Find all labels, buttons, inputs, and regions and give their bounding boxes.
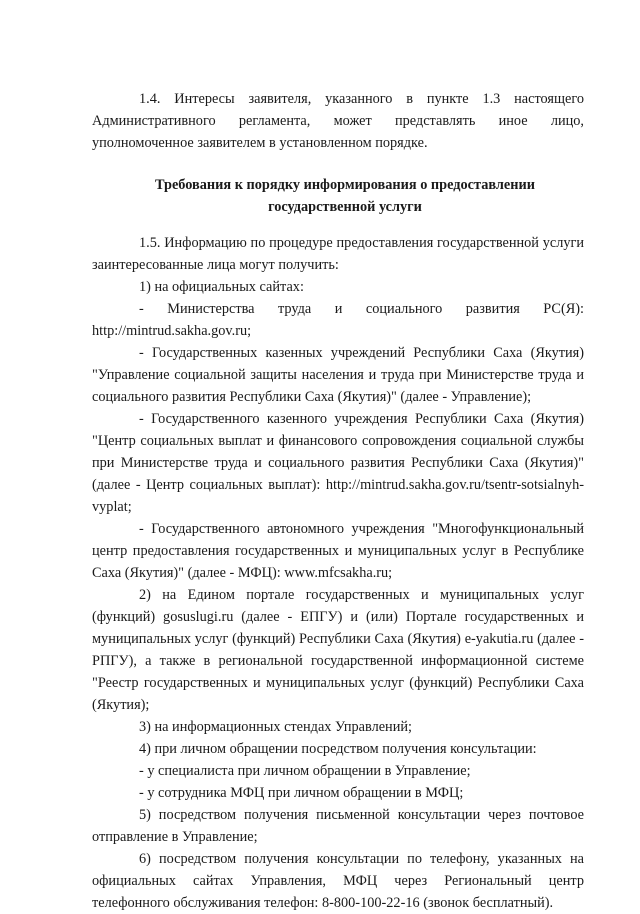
- list-item-2: 2) на Едином портале государственных и муниципальных услуг (функций) gosuslugi.ru (далее - ЕПГУ) и (или) Портале государственных и муниципальных услуг (функций) Республики Саха (Якутия) e-yakutia.ru (далее - РПГУ), а также в региональной государственной информационной системе "Реестр государственных и муниципальных услуг (функций) Республики Саха (Якутия);: [92, 587, 584, 713]
- list-item-4-mfc: - у сотрудника МФЦ при личном обращении в МФЦ;: [139, 785, 464, 801]
- list-item-4-specialist: - у специалиста при личном обращении в Управление;: [139, 763, 471, 779]
- list-item-4: 4) при личном обращении посредством получения консультации:: [139, 741, 537, 757]
- section-heading: Требования к порядку информирования о предоставлении государственной услуги: [155, 177, 535, 215]
- paragraph-1-4: 1.4. Интересы заявителя, указанного в пункте 1.3 настоящего Административного регламента, может представлять иное лицо, уполномоченное заявителем в установленном порядке.: [92, 91, 584, 151]
- list-item-1-ministry: - Министерства труда и социального развития РС(Я): http://mintrud.sakha.gov.ru;: [92, 301, 584, 339]
- list-item-1-centr: - Государственного казенного учреждения Республики Саха (Якутия) "Центр социальных выплат и финансового сопровождения социальной службы при Министерстве труда и социального развития Республики Саха (Якутия)" (далее - Центр социальных выплат): http://mintrud.sakha.gov.ru/tsentr-sotsialnyh-vyplat;: [92, 411, 584, 515]
- list-item-3: 3) на информационных стендах Управлений;: [139, 719, 412, 735]
- list-item-6: 6) посредством получения консультации по телефону, указанных на официальных сайтах Управления, МФЦ через Региональный центр телефонного обслуживания телефон: 8-800-100-22-16 (звонок бесплатный).: [92, 851, 584, 911]
- list-item-5: 5) посредством получения письменной консультации через почтовое отправление в Управление;: [92, 807, 584, 845]
- document-page: [92, 88, 584, 914]
- list-item-1-kazennye: - Государственных казенных учреждений Республики Саха (Якутия) "Управление социальной защиты населения и труда при Министерстве труда и социального развития Республики Саха (Якутия)" (далее - Управление);: [92, 345, 584, 405]
- paragraph-1-5: 1.5. Информацию по процедуре предоставления государственной услуги заинтересованные лица могут получить:: [92, 235, 584, 273]
- list-item-1-mfc: - Государственного автономного учреждения "Многофункциональный центр предоставления государственных и муниципальных услуг в Республике Саха (Якутия)" (далее - МФЦ): www.mfcsakha.ru;: [92, 521, 584, 581]
- list-item-1: 1) на официальных сайтах:: [139, 279, 304, 295]
